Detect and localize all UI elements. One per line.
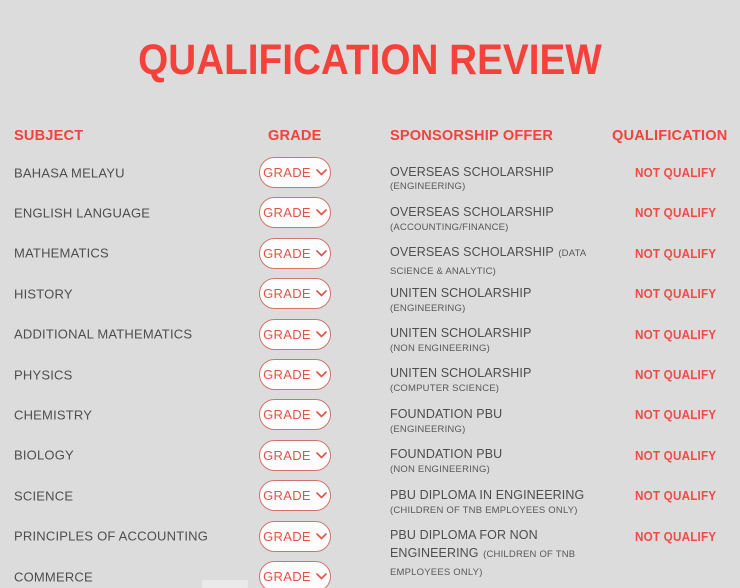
table-row: [0, 233, 740, 278]
table-row: [0, 354, 740, 394]
grade-dropdown[interactable]: [259, 238, 331, 269]
grade-dropdown[interactable]: [259, 440, 331, 471]
grade-dropdown[interactable]: [259, 521, 331, 552]
subject-label: COMMERCE: [14, 569, 93, 585]
grade-dropdown-label: GRADE: [263, 447, 311, 463]
grade-dropdown[interactable]: [259, 319, 331, 350]
chevron-down-icon: [316, 411, 327, 418]
chevron-down-icon: [316, 290, 327, 297]
subject-label: BIOLOGY: [14, 447, 74, 463]
offer-main-text: UNITEN SCHOLARSHIP: [390, 366, 532, 381]
table-row: [0, 435, 740, 475]
sponsorship-offer: [390, 203, 597, 234]
table-row: [0, 274, 740, 314]
offer-main-text: OVERSEAS SCHOLARSHIP: [390, 204, 554, 219]
subject-label: PRINCIPLES OF ACCOUNTING: [14, 528, 209, 544]
offer-sub-text: (DATA SCIENCE & ANALYTIC): [390, 248, 586, 278]
offer-main-text: OVERSEAS SCHOLARSHIP: [390, 245, 554, 260]
grade-dropdown[interactable]: [259, 359, 331, 390]
offer-main-text: PBU DIPLOMA IN ENGINEERING: [390, 487, 585, 502]
offer-sub-text: (CHILDREN OF TNB EMPLOYEES ONLY): [390, 548, 576, 578]
table-header-row: [0, 127, 740, 145]
grade-dropdown-label: GRADE: [263, 245, 311, 261]
grade-dropdown-label: GRADE: [263, 165, 311, 180]
chevron-down-icon: [316, 331, 327, 338]
qualification-status: NOT QUALIFY: [635, 447, 717, 463]
sponsorship-offer: [390, 486, 597, 517]
offer-sub-text: (ENGINEERING): [390, 423, 466, 435]
offer-sub-text: (ENGINEERING): [390, 302, 466, 314]
header-qualification: QUALIFICATION: [612, 127, 728, 144]
offer-main-text: UNITEN SCHOLARSHIP: [390, 326, 532, 341]
qualification-status: NOT QUALIFY: [635, 407, 717, 423]
subject-label: ADDITIONAL MATHEMATICS: [14, 326, 193, 342]
offer-sub-text: (CHILDREN OF TNB EMPLOYEES ONLY): [390, 504, 578, 516]
subject-label: BAHASA MELAYU: [14, 165, 125, 181]
subject-label: MATHEMATICS: [14, 245, 109, 261]
table-row: [0, 153, 740, 193]
qualification-status: NOT QUALIFY: [635, 488, 717, 504]
cutoff-element: [202, 580, 248, 588]
grade-dropdown[interactable]: [259, 278, 331, 309]
chevron-down-icon: [316, 209, 327, 216]
chevron-down-icon: [316, 533, 327, 540]
chevron-down-icon: [316, 573, 327, 580]
table-rows: [0, 153, 740, 588]
offer-main-text: OVERSEAS SCHOLARSHIP: [390, 164, 554, 179]
grade-dropdown[interactable]: [259, 157, 331, 188]
sponsorship-offer: [390, 445, 597, 476]
chevron-down-icon: [316, 492, 327, 499]
subject-label: ENGLISH LANGUAGE: [14, 205, 151, 221]
grade-dropdown-label: GRADE: [263, 366, 311, 382]
qualification-status: NOT QUALIFY: [635, 205, 717, 221]
qualification-status: NOT QUALIFY: [635, 528, 717, 544]
grade-dropdown-label: GRADE: [263, 568, 311, 584]
header-subject: SUBJECT: [14, 127, 84, 144]
header-sponsorship-offer: SPONSORSHIP OFFER: [390, 127, 554, 144]
table-row: [0, 314, 740, 354]
subject-label: CHEMISTRY: [14, 407, 93, 423]
table-row: [0, 395, 740, 435]
qualification-status: NOT QUALIFY: [635, 165, 717, 180]
chevron-down-icon: [316, 371, 327, 378]
grade-dropdown-label: GRADE: [263, 488, 311, 504]
qualification-status: NOT QUALIFY: [635, 286, 717, 302]
grade-dropdown-label: GRADE: [263, 528, 311, 544]
grade-dropdown[interactable]: [259, 197, 331, 228]
sponsorship-offer: [390, 364, 597, 395]
subject-label: SCIENCE: [14, 488, 74, 504]
grade-dropdown[interactable]: [259, 561, 331, 588]
qualification-status: NOT QUALIFY: [635, 366, 717, 382]
offer-sub-text: (NON ENGINEERING): [390, 464, 490, 476]
subject-label: HISTORY: [14, 286, 73, 302]
sponsorship-offer: [390, 284, 597, 315]
sponsorship-offer: [390, 324, 597, 355]
qualification-status: NOT QUALIFY: [635, 326, 717, 342]
sponsorship-offer: [390, 163, 597, 194]
offer-main-text: UNITEN SCHOLARSHIP: [390, 285, 532, 300]
sponsorship-offer: [390, 405, 597, 436]
grade-dropdown-label: GRADE: [263, 205, 311, 221]
grade-dropdown[interactable]: [259, 399, 331, 430]
chevron-down-icon: [316, 250, 327, 257]
offer-main-text: PBU DIPLOMA FOR NON ENGINEERING: [390, 528, 538, 560]
offer-sub-text: (ACCOUNTING/FINANCE): [390, 221, 509, 233]
sponsorship-offer: [390, 566, 597, 568]
table-row: [0, 476, 740, 516]
offer-sub-text: (NON ENGINEERING): [390, 342, 490, 354]
grade-dropdown-label: GRADE: [263, 326, 311, 342]
chevron-down-icon: [316, 452, 327, 459]
offer-sub-text: (COMPUTER SCIENCE): [390, 383, 500, 395]
qualification-status: NOT QUALIFY: [635, 245, 717, 261]
offer-sub-text: (ENGINEERING): [390, 181, 466, 193]
table-row: [0, 193, 740, 233]
subject-label: PHYSICS: [14, 367, 73, 383]
chevron-down-icon: [316, 169, 327, 176]
offer-main-text: FOUNDATION PBU: [390, 406, 503, 421]
grade-dropdown-label: GRADE: [263, 286, 311, 302]
header-grade: GRADE: [268, 127, 322, 144]
offer-main-text: FOUNDATION PBU: [390, 447, 503, 462]
table-row: [0, 556, 740, 588]
grade-dropdown[interactable]: [259, 480, 331, 511]
grade-dropdown-label: GRADE: [263, 407, 311, 423]
page-title: QUALIFICATION REVIEW: [138, 36, 602, 84]
